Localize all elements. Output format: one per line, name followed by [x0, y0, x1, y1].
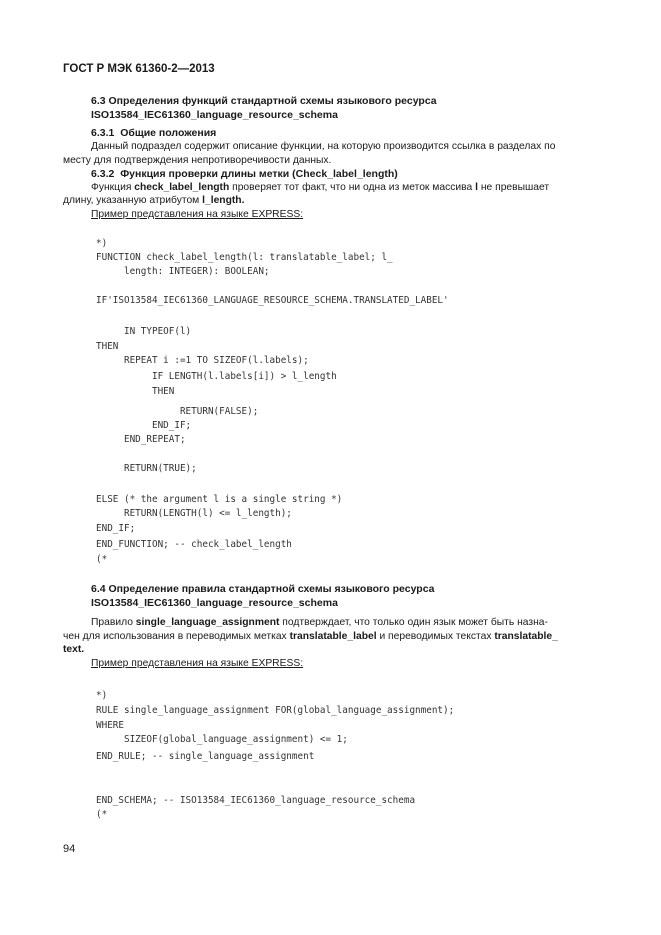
code-line: (*	[96, 809, 108, 820]
example-heading-1: Пример представления на языке EXPRESS:	[91, 209, 304, 220]
code-line: END_IF;	[96, 523, 136, 534]
code-line: RETURN(TRUE);	[96, 463, 197, 474]
code-line: (*	[96, 554, 108, 565]
code-line: IF LENGTH(l.labels[i]) > l_length	[96, 371, 337, 382]
code-line: SIZEOF(global_language_assignment) <= 1;	[96, 734, 348, 745]
section-6-3-schema-name: ISO13584_IEC61360_language_resource_schema	[91, 109, 338, 121]
code-line: RULE single_language_assignment FOR(global_language_assignment);	[96, 705, 455, 716]
example-heading-2: Пример представления на языке EXPRESS:	[91, 658, 304, 669]
code-line: RETURN(FALSE);	[96, 406, 259, 417]
code-line: FUNCTION check_label_length(l: translatable_label; l_	[96, 252, 393, 263]
section-6-4-schema-name: ISO13584_IEC61360_language_resource_schema	[91, 597, 338, 609]
section-6-3-1-title: 6.3.1 Общие положения	[91, 127, 217, 139]
section-6-3-1-line1: Данный подраздел содержит описание функции, на которую производится ссылка в разделах по	[91, 141, 556, 152]
code-line: END_IF;	[96, 420, 192, 431]
code-line: THEN	[96, 341, 119, 352]
section-6-3-2-title: 6.3.2 Функция проверки длины метки (Check_label_length)	[91, 168, 398, 180]
code-line: WHERE	[96, 720, 124, 731]
document-header: ГОСТ Р МЭК 61360-2—2013	[63, 63, 215, 75]
code-line: RETURN(LENGTH(l) <= l_length);	[96, 508, 292, 519]
code-line: END_REPEAT;	[96, 434, 186, 445]
code-line: IF'ISO13584_IEC61360_LANGUAGE_RESOURCE_SCHEMA.TRANSLATED_LABEL'	[96, 295, 449, 306]
code-line: END_SCHEMA; -- ISO13584_IEC61360_language_resource_schema	[96, 795, 416, 806]
code-line: length: INTEGER): BOOLEAN;	[96, 266, 270, 277]
code-line: REPEAT i :=1 TO SIZEOF(l.labels);	[96, 355, 309, 366]
section-6-4-line3: text.	[63, 644, 85, 655]
section-6-3-1-line2: месту для подтверждения непротиворечивости данных.	[63, 155, 332, 166]
code-line: *)	[96, 690, 108, 701]
code-line: IN TYPEOF(l)	[96, 326, 192, 337]
code-line: END_RULE; -- single_language_assignment	[96, 751, 315, 762]
section-6-3-title: 6.3 Определения функций стандартной схемы языкового ресурса	[91, 95, 437, 107]
page-number: 94	[63, 843, 76, 855]
code-line: THEN	[96, 386, 175, 397]
section-6-4-line2: чен для использования в переводимых метках translatable_label и переводимых текстах translatable_	[63, 631, 558, 642]
section-6-4-title: 6.4 Определение правила стандартной схемы языкового ресурса	[91, 583, 435, 595]
code-line: END_FUNCTION; -- check_label_length	[96, 539, 292, 550]
section-6-3-2-line2: длину, указанную атрибутом l_length.	[63, 195, 245, 206]
code-line: *)	[96, 238, 108, 249]
section-6-4-line1: Правило single_language_assignment подтверждает, что только один язык может быть назна-	[91, 617, 548, 628]
section-6-3-2-line1: Функция check_label_length проверяет тот факт, что ни одна из меток массива l не превышает	[91, 182, 550, 193]
code-line: ELSE (* the argument l is a single string *)	[96, 494, 343, 505]
